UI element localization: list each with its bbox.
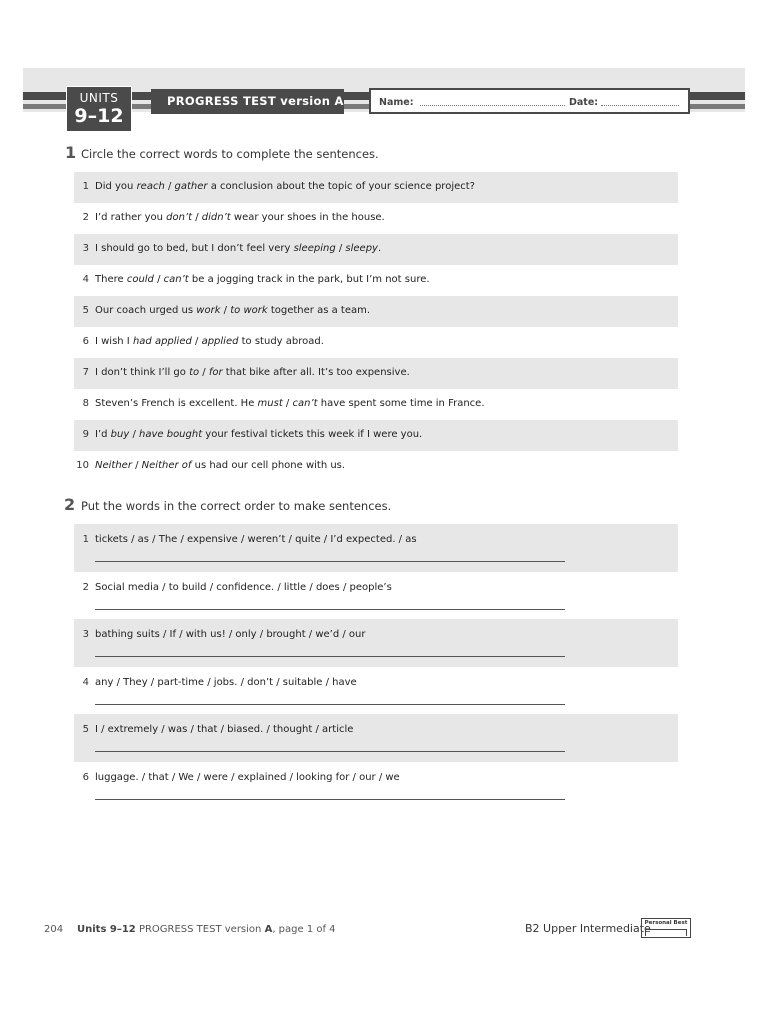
item-sentence	[95, 336, 324, 347]
sentence-text: I wish I	[95, 336, 133, 347]
sentence-text: I should go to bed, but I don’t feel very	[95, 243, 294, 254]
section-1-instruction: Circle the correct words to complete the sentences.	[81, 147, 379, 161]
item-number: 8	[82, 398, 89, 409]
footer-units: Units 9–12	[77, 924, 136, 935]
footer-test-info	[77, 924, 336, 935]
word-option[interactable]: gather	[174, 181, 208, 192]
sentence-text: /	[192, 212, 202, 223]
word-option[interactable]: to work	[230, 305, 268, 316]
units-range: 9–12	[74, 105, 124, 127]
sentence-text: There	[95, 274, 127, 285]
sentence-text: /	[131, 460, 142, 471]
sentence-text: together as a team.	[267, 305, 371, 316]
sentence-text: Our coach urged us	[95, 305, 197, 316]
logo-text: Personal Best	[644, 920, 688, 926]
item-sentence	[95, 429, 422, 440]
exercise-1-item	[74, 172, 678, 203]
item-number: 3	[82, 243, 89, 254]
word-option[interactable]: buy	[110, 429, 130, 440]
word-option[interactable]: had applied	[132, 336, 192, 347]
item-sentence	[95, 212, 385, 223]
sentence-text: I’d rather you	[95, 212, 167, 223]
word-option[interactable]: can’t	[163, 274, 189, 285]
item-sentence	[95, 305, 370, 316]
sentence-text: I’d	[95, 429, 111, 440]
item-number: 5	[82, 724, 89, 736]
item-sentence	[95, 367, 410, 378]
footer-page-info: , page 1 of 4	[272, 924, 336, 935]
item-number: 10	[76, 460, 89, 471]
answer-line[interactable]	[95, 799, 565, 800]
item-number: 7	[82, 367, 89, 378]
sentence-text: Steven’s French is excellent. He	[95, 398, 258, 409]
word-prompt: luggage. / that / We / were / explained / looking for / our / we	[95, 772, 400, 783]
word-option[interactable]: sleeping	[293, 243, 336, 254]
sentence-text: have spent some time in France.	[317, 398, 485, 409]
exercise-2-item	[74, 714, 678, 762]
test-title: PROGRESS TEST version A	[151, 89, 344, 114]
sentence-text: /	[164, 181, 175, 192]
word-prompt: Social media / to build / confidence. / little / does / people’s	[95, 581, 392, 593]
word-option[interactable]: work	[196, 305, 221, 316]
exercise-2-item	[74, 524, 678, 572]
word-prompt: tickets / as / The / expensive / weren’t / quite / I’d expected. / as	[95, 534, 417, 545]
sentence-text: that bike after all. It’s too expensive.	[222, 367, 410, 378]
word-option[interactable]: Neither of	[141, 460, 192, 471]
exercise-1-item	[74, 327, 678, 358]
item-sentence	[95, 460, 345, 471]
answer-line[interactable]	[95, 561, 565, 562]
word-option[interactable]: Neither	[95, 460, 132, 471]
item-sentence	[95, 243, 381, 254]
item-number: 4	[82, 274, 89, 285]
answer-line[interactable]	[95, 751, 565, 752]
sentence-text: /	[220, 305, 231, 316]
sentence-text: us had our cell phone with us.	[191, 460, 346, 471]
item-number: 5	[82, 305, 89, 316]
footer-test: PROGRESS TEST version	[135, 924, 265, 935]
sentence-text: /	[335, 243, 346, 254]
sentence-text: be a jogging track in the park, but I’m not sure.	[188, 274, 430, 285]
answer-line[interactable]	[95, 609, 565, 610]
name-date-box	[369, 88, 690, 114]
footer-version: A	[264, 924, 273, 935]
date-field[interactable]	[601, 105, 679, 106]
item-number: 6	[82, 336, 89, 347]
sentence-text: /	[129, 429, 139, 440]
item-number: 2	[82, 212, 89, 223]
personal-best-logo	[641, 918, 691, 938]
word-option[interactable]: have bought	[139, 429, 203, 440]
exercise-1-item	[74, 389, 678, 420]
item-sentence	[95, 398, 485, 409]
footer-page-number: 204	[44, 924, 64, 935]
word-option[interactable]: to	[189, 367, 200, 378]
sentence-text: your festival tickets this week if I were you.	[202, 429, 423, 440]
section-2-number: 2	[64, 495, 76, 514]
exercise-2-item	[74, 619, 678, 667]
name-field[interactable]	[420, 105, 565, 106]
exercise-1-item	[74, 420, 678, 451]
exercise-2-item	[74, 762, 678, 810]
exercise-2-item	[74, 667, 678, 715]
sentence-text: to study abroad.	[238, 336, 324, 347]
section-1-number: 1	[65, 143, 77, 162]
exercise-1-item	[74, 451, 678, 482]
item-number: 3	[82, 629, 89, 641]
sentence-text: a conclusion about the topic of your science project?	[207, 181, 475, 192]
name-label: Name:	[379, 97, 414, 108]
sentence-text: Did you	[95, 181, 137, 192]
word-option[interactable]: sleepy	[345, 243, 378, 254]
item-number: 4	[82, 676, 89, 688]
answer-line[interactable]	[95, 704, 565, 705]
answer-line[interactable]	[95, 656, 565, 657]
sentence-text: /	[282, 398, 293, 409]
word-option[interactable]: can’t	[292, 398, 318, 409]
exercise-1-item	[74, 203, 678, 234]
sentence-text: I don’t think I’ll go	[95, 367, 190, 378]
sentence-text: wear your shoes in the house.	[230, 212, 385, 223]
footer-level: B2 Upper Intermediate	[525, 922, 651, 935]
exercise-1-item	[74, 358, 678, 389]
word-option[interactable]: must	[257, 398, 283, 409]
item-number: 1	[82, 181, 89, 192]
item-number: 6	[82, 772, 89, 783]
units-badge	[66, 86, 132, 132]
word-prompt: any / They / part-time / jobs. / don’t / suitable / have	[95, 676, 357, 688]
section-2-instruction: Put the words in the correct order to make sentences.	[81, 499, 392, 513]
item-sentence	[95, 181, 475, 192]
item-number: 1	[82, 534, 89, 545]
word-option[interactable]: applied	[201, 336, 239, 347]
word-option[interactable]: could	[126, 274, 154, 285]
sentence-text: /	[199, 367, 209, 378]
item-number: 9	[82, 429, 89, 440]
item-number: 2	[82, 581, 89, 593]
word-prompt: bathing suits / If / with us! / only / brought / we’d / our	[95, 629, 366, 641]
units-label: UNITS	[79, 91, 119, 105]
sentence-text: /	[191, 336, 202, 347]
exercise-1-item	[74, 234, 678, 265]
exercise-1-item	[74, 265, 678, 296]
sentence-text: /	[153, 274, 164, 285]
word-option[interactable]: reach	[136, 181, 165, 192]
exercise-1-item	[74, 296, 678, 327]
word-option[interactable]: don’t	[166, 212, 193, 223]
word-prompt: I / extremely / was / that / biased. / thought / article	[95, 724, 354, 736]
word-option[interactable]: for	[208, 367, 223, 378]
sentence-text: .	[377, 243, 382, 254]
item-sentence	[95, 274, 430, 285]
word-option[interactable]: didn’t	[201, 212, 231, 223]
exercise-2-item	[74, 572, 678, 620]
date-label: Date:	[569, 97, 599, 108]
